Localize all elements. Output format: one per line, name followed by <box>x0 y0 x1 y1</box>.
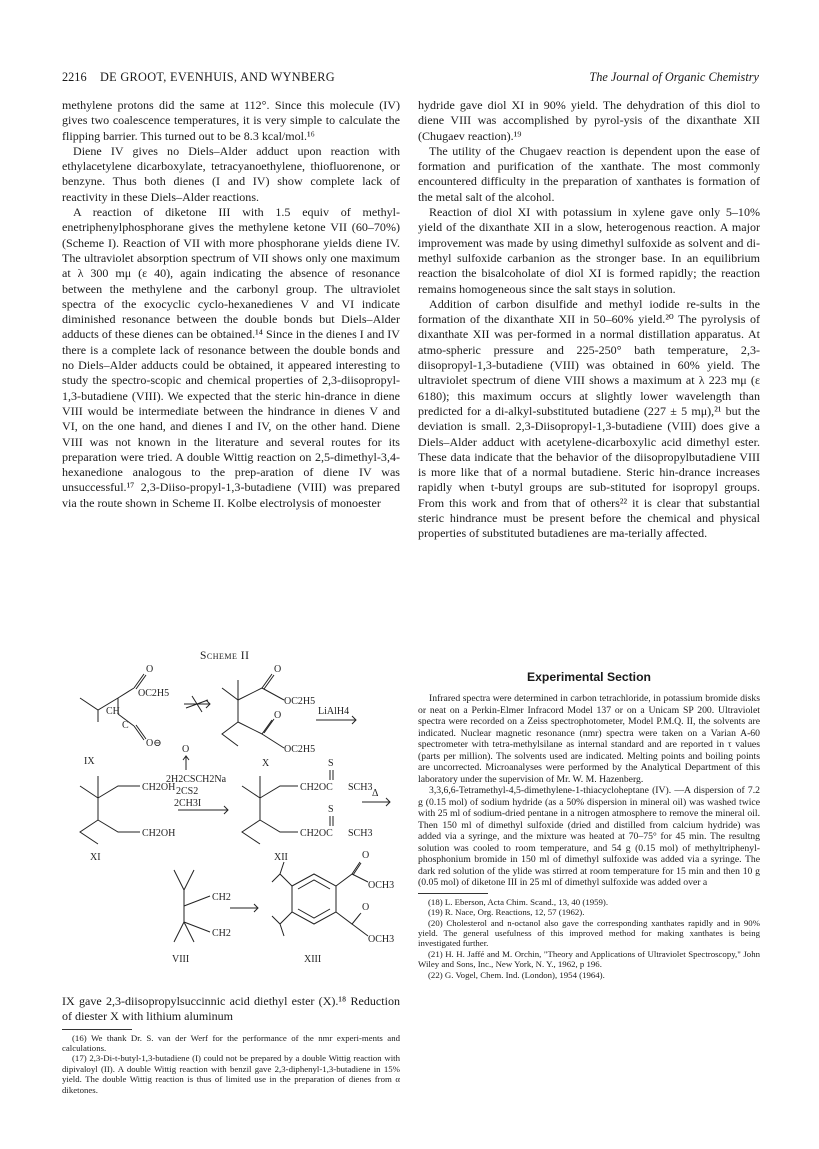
group-oc2h5: OC2H5 <box>138 688 170 699</box>
group-ch2: CH2 <box>212 892 231 903</box>
reagent-lialh4: LiAlH4 <box>318 706 350 717</box>
footnotes-right <box>418 897 760 980</box>
journal-title: The Journal of Organic Chemistry <box>589 70 759 84</box>
group-ch2oh: CH2OH <box>142 782 176 793</box>
group-oc2h5: OC2H5 <box>284 744 316 755</box>
running-header <box>62 70 759 88</box>
atom-o: O <box>274 664 282 675</box>
reagent-cs2: 2CS2 <box>176 786 199 797</box>
experimental-section <box>418 670 760 980</box>
heat-symbol: Δ <box>372 788 379 799</box>
group-sch3: SCH3 <box>348 782 373 793</box>
footnote: (20) Cholesterol and n-octanol also gave the corresponding xanthates rapidly and in 90% yield. The general usefulness of this improved method for making xanthates is being investigated further. <box>418 917 760 949</box>
label-viii: VIII <box>172 954 190 965</box>
atom-s: S <box>328 758 334 769</box>
atom-o: O <box>182 744 190 755</box>
group-ch2oc: CH2OC <box>300 828 333 839</box>
footnote-rule <box>62 1029 132 1030</box>
paragraph: Reaction of diol XI with potassium in xylene gave only 5–10% yield of the dixanthate XII in a slow, heterogenous reaction. A major improvement was made by using dimethyl sulfoxide as solvent and di-methyl sulfoxide carbanion as the stronger base. In an equilibrium reaction the bisalcoholate of diol XI is formed rapidly; the reaction remains homogeneous since the salt stays in solution. <box>418 205 760 296</box>
footnote-rule <box>418 893 488 894</box>
page-number: 2216 <box>62 70 87 84</box>
author-line: DE GROOT, EVENHUIS, AND WYNBERG <box>100 70 335 84</box>
paragraph: Addition of carbon disulfide and methyl iodide re-sults in the formation of the dixanthate XII in 50–60% yield.²⁰ The pyrolysis of dixanthate XII was per-formed in a normal distillation apparatus. At atmo-spheric pressure and 225-250° bath temperature, 2,3-diisopropyl-1,3-butadiene (VIII) was obtained in 60% yield. The ultraviolet spectrum of diene VIII shows a maximum at λ 223 mμ (ε 6180); this maximum occurs at slightly lower wavelength than predicted for a di-alkyl-substituted butadiene (227 ± 5 mμ),²¹ but the deviation is small. 2,3-Diisopropyl-1,3-butadiene (VIII) does give a Diels–Alder adduct with acetylene-dicarboxylic acid dimethyl ester. These data indicate that the behavior of the diisopropylbutadiene VIII is more like that of a normal butadiene. Steric hin-drance increases rapidly when t-butyl groups are sub-stituted for isopropyl groups. From this work and from that of others²² it is clear that substantial steric hindrance must be present before the chemical and physical properties of substituted butadienes are ma-terially affected. <box>418 296 760 541</box>
atom-o: O <box>362 850 370 861</box>
footnote: (21) H. H. Jaffé and M. Orchin, "Theory and Applications of Ultraviolet Spectroscopy," John Wiley and Sons, Inc., New York, N. Y., 1962, p 196. <box>418 948 760 970</box>
group-och3: OCH3 <box>368 934 395 945</box>
atom-ch: CH <box>106 706 120 717</box>
paragraph: methylene protons did the same at 112°. Since this molecule (IV) gives two coalescence temperatures, it is very simple to calculate the flipping barrier. This turned out to be 8.3 kcal/mol.¹⁶ <box>62 98 400 143</box>
reagent-mei: 2CH3I <box>174 798 202 809</box>
atom-o: O <box>274 710 282 721</box>
atom-c: C <box>122 720 129 731</box>
group-oc2h5: OC2H5 <box>284 696 316 707</box>
paragraph: 3,3,6,6-Tetramethyl-4,5-dimethylene-1-thiacycloheptane (IV). —A dispersion of 7.2 g (0.15 mol) of sodium hydride (as a 50% dispersion in mineral oil) was washed twice with 25 ml of sodium-dried pentane in a nitrogen atmosphere to remove the mineral oil. Then 150 ml of dimethyl sulfoxide (dried and distilled from calcium hydride) was added via a syringe, and the mixture was heated at 70–75° for 45 min. The resultng solution was cooled to room temperature, and 54 g (0.15 mol) of methyltriphenyl-phosphonium bromide in 150 ml of dimethyl sulfoxide was added via a syringe. The dark red solution of the ylide was stirred at room temperature for 15 min and then 10 g (0.05 mol) of diketone III in 25 ml of dimethyl sulfoxide was added over a <box>418 785 760 889</box>
scheme-title: Scheme II <box>200 650 250 662</box>
footnote: (19) R. Nace, Org. Reactions, 12, 57 (1962). <box>428 907 585 918</box>
footnote: (17) 2,3-Di-t-butyl-1,3-butadiene (I) could not be prepared by a double Wittig reaction with dipivaloyl (II). A double Wittig reaction with benzil gave 2,3-diphenyl-1,3-butadiene in 15% yield. The double Wittig reaction is thus of limited use in the preparation of dienes from α diketones. <box>62 1053 400 1095</box>
group-ch2oc: CH2OC <box>300 782 333 793</box>
right-column <box>418 98 760 542</box>
paragraph: A reaction of diketone III with 1.5 equiv of methyl-enetriphenylphosphorane gives the methylene ketone VII (60–70%) (Scheme I). Reaction of VII with more phosphorane yields diene IV. The ultraviolet absorption spectrum of VII shows only one maximum at λ 300 mμ (ε 40), again indicating the absence of resonance between the methylene and the carbonyl group. The ultraviolet spectra of the exocyclic cyclo-hexanedienes V and VI indicate diminished resonance between the double bonds but Diels–Alder adducts of these dienes can be obtained.¹⁴ Since in the dienes I and IV there is a complete lack of resonance between the double bonds and no Diels–Alder adducts could be obtained, it appeared interesting to study the spectro-scopic and chemical properties of 2,3-diisopropyl-1,3-butadiene (VIII). We expected that the steric hin-drance in diene VIII would be intermediate between the hindrance in dienes V and VI, on the one hand, and dienes I and IV, on the other hand. Diene VIII was not known in the literature and several routes for its preparation were tried. A double Wittig reaction on 2,5-dimethyl-3,4-hexanedione analogous to the prep-aration of diene IV was unsuccessful.¹⁷ 2,3-Diiso-propyl-1,3-butadiene (VIII) was prepared via the route shown in Scheme II. Kolbe electrolysis of monoester <box>62 205 400 510</box>
atom-o: O <box>362 902 370 913</box>
group-ominus: O⊖ <box>146 738 162 749</box>
paragraph: Diene IV gives no Diels–Alder adduct upon reaction with ethylacetylene dicarboxylate, tetracyanoethylene, thiofluorenone, or benzyne. Thus both dienes (I and IV) show complete lack of reactivity in these Diels–Alder reactions. <box>62 143 400 204</box>
reagent-base: 2H2CSCH2Na <box>166 774 227 785</box>
paragraph: The utility of the Chugaev reaction is dependent upon the ease of formation and purification of the xanthate. The most commonly encountered difficulty in the preparation of xanthates is formation of the metal salt of the alcohol. <box>418 143 760 204</box>
atom-o: O <box>146 664 154 675</box>
label-x: X <box>262 758 270 769</box>
paragraph: IX gave 2,3-diisopropylsuccinnic acid diethyl ester (X).¹⁸ Reduction of diester X with lithium aluminum <box>62 994 400 1024</box>
group-sch3: SCH3 <box>348 828 373 839</box>
group-ch2: CH2 <box>212 928 231 939</box>
left-column <box>62 98 400 511</box>
footnote: (22) G. Vogel, Chem. Ind. (London), 1954 (1964). <box>428 969 605 980</box>
label-xi: XI <box>90 852 101 863</box>
footnotes-left <box>62 1033 400 1095</box>
section-heading: Experimental Section <box>527 670 651 684</box>
footnote: (16) We thank Dr. S. van der Werf for the performance of the nmr experi-ments and calculations. <box>62 1032 400 1053</box>
paragraph: Infrared spectra were determined in carbon tetrachloride, in potassium bromide disks or neat on a Perkin-Elmer Infracord Model 137 or on a Unicam SP 200. Ultraviolet spectra were recorded on a Zeiss spectrophotometer, Model P.M.Q. II, the solvents are indicated. Nuclear magnetic resonance (nmr) spectra were taken on a Varian A-60 spectrometer with tetra-methylsilane as internal standard and are reported in τ values (parts per million). The solvents used are indicated. Melting points and boiling points are uncorrected. Microanalyses were performed by the Analytical Department of this laboratory under the supervision of Mr. W. M. Hazenberg. <box>418 693 760 785</box>
footnote: (18) L. Eberson, Acta Chim. Scand., 13, 40 (1959). <box>428 896 609 907</box>
group-ch2oh: CH2OH <box>142 828 176 839</box>
scheme-ii-diagram <box>62 660 402 990</box>
group-och3: OCH3 <box>368 880 395 891</box>
label-xii: XII <box>274 852 288 863</box>
label-xiii: XIII <box>304 954 322 965</box>
label-ix: IX <box>84 756 95 767</box>
left-column-bottom <box>62 994 400 1095</box>
atom-s: S <box>328 804 334 815</box>
paragraph: hydride gave diol XI in 90% yield. The dehydration of this diol to diene VIII was accomplished by pyrol-ysis of the dixanthate XII (Chugaev reaction).¹⁹ <box>418 98 760 143</box>
